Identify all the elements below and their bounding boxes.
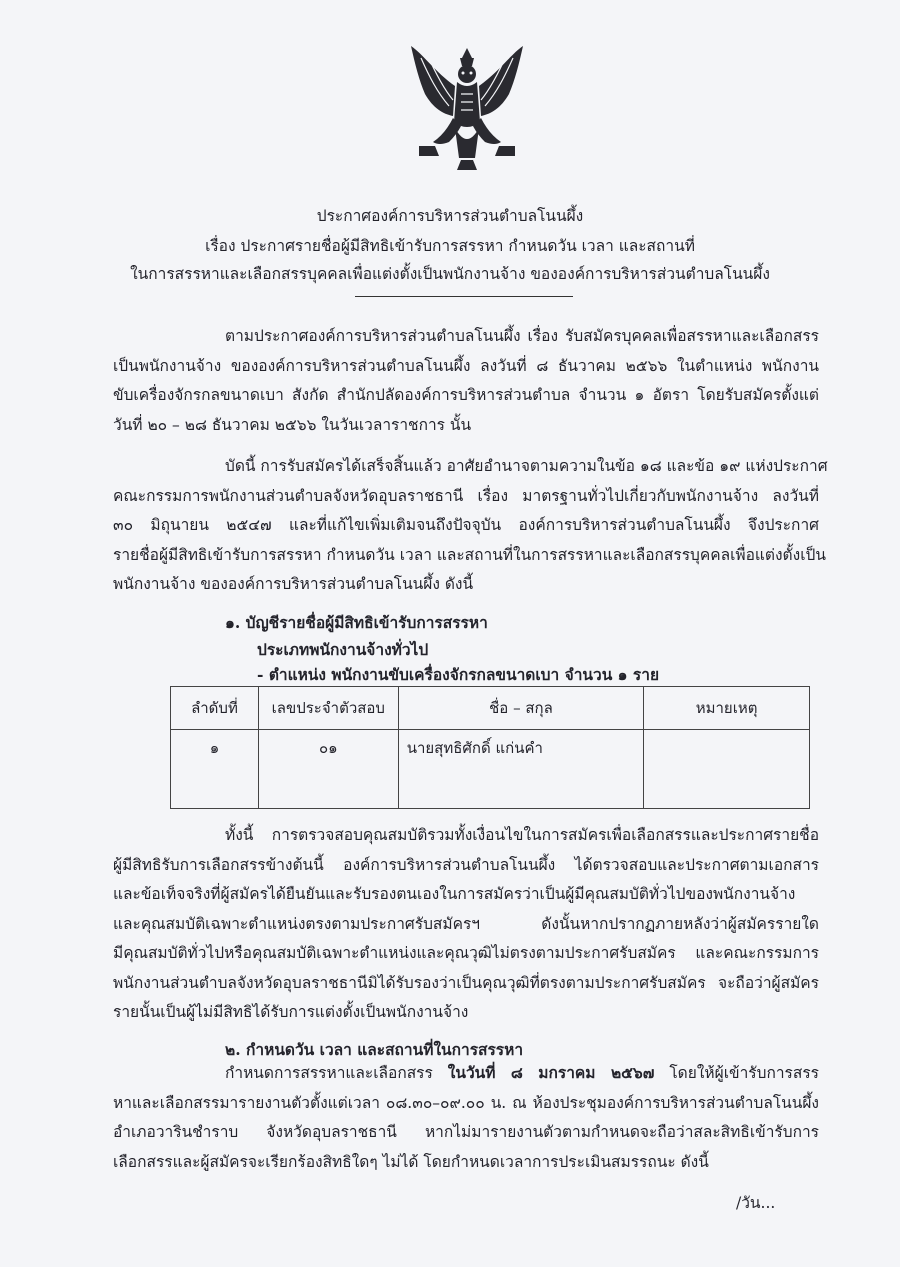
candidate-table (170, 686, 810, 809)
paragraph-line: และคุณสมบัติเฉพาะตำแหน่งตรงตามประกาศรับสมัครฯ ดังนั้นหากปรากฏภายหลังว่าผู้สมัครรายใด (113, 914, 819, 933)
employee-type: ประเภทพนักงานจ้างทั่วไป (257, 640, 429, 659)
paragraph-line: พนักงานส่วนตำบลจังหวัดอุบลราชธานีมิได้รับรองว่าเป็นคุณวุฒิที่ตรงตามประกาศรับสมัคร จะถือว่าผู้สมัคร (113, 973, 819, 992)
schedule-date: ในวันที่ ๘ มกราคม ๒๕๖๗ (447, 1063, 655, 1082)
paragraph-line (113, 1058, 819, 1089)
section-1-heading: ๑. บัญชีรายชื่อผู้มีสิทธิเข้ารับการสรรหา (225, 613, 488, 632)
paragraph-line: ผู้มีสิทธิรับการเลือกสรรข้างต้นนี้ องค์การบริหารส่วนตำบลโนนผึ้ง ได้ตรวจสอบและประกาศตามเอกสาร (113, 855, 819, 874)
cell-exam-id: ๐๑ (258, 730, 398, 809)
paragraph-line: อำเภอวารินชำราบ จังหวัดอุบลราชธานี หากไม่มารายงานตัวตามกำหนดจะถือว่าสละสิทธิเข้ารับการ (113, 1123, 819, 1141)
paragraph-3 (113, 821, 819, 1028)
column-header-order: ลำดับที่ (171, 687, 259, 730)
continued-marker: /วัน... (736, 1194, 776, 1212)
announcement-subject: เรื่อง ประกาศรายชื่อผู้มีสิทธิเข้ารับการสรรหา กำหนดวัน เวลา และสถานที่ (205, 237, 695, 255)
column-header-remark: หมายเหตุ (644, 687, 810, 730)
announcement-title: ประกาศองค์การบริหารส่วนตำบลโนนผึ้ง (316, 207, 584, 225)
paragraph-line: ขับเครื่องจักรกลขนาดเบา สังกัด สำนักปลัดองค์การบริหารส่วนตำบล จำนวน ๑ อัตรา โดยรับสมัครตั้งแต่ (113, 386, 819, 404)
schedule-intro: กำหนดการสรรหาและเลือกสรร (225, 1064, 448, 1082)
paragraph-line: บัดนี้ การรับสมัครได้เสร็จสิ้นแล้ว อาศัยอำนาจตามความในข้อ ๑๘ และข้อ ๑๙ แห่งประกาศ (225, 457, 828, 475)
paragraph-line: และข้อเท็จจริงที่ผู้สมัครได้ยืนยันและรับรองตนเองในการสมัครว่าเป็นผู้มีคุณสมบัติทั่วไปของพนักงานจ้าง (113, 885, 796, 903)
paragraph-line: วันที่ ๒๐ – ๒๘ ธันวาคม ๒๕๖๖ ในวันเวลาราชการ นั้น (113, 415, 472, 434)
garuda-emblem-icon (405, 42, 529, 174)
paragraph-line: พนักงานจ้าง ขององค์การบริหารส่วนตำบลโนนผึ้ง ดังนี้ (113, 575, 474, 593)
cell-order: ๑ (171, 730, 259, 809)
schedule-intro-tail: โดยให้ผู้เข้ารับการสรร (654, 1064, 819, 1082)
column-header-exam-id: เลขประจำตัวสอบ (258, 687, 398, 730)
paragraph-line: เป็นพนักงานจ้าง ขององค์การบริหารส่วนตำบลโนนผึ้ง ลงวันที่ ๘ ธันวาคม ๒๕๖๖ ในตำแหน่ง พนักงาน (113, 356, 819, 375)
position-line: - ตำแหน่ง พนักงานขับเครื่องจักรกลขนาดเบา จำนวน ๑ ราย (257, 665, 660, 684)
paragraph-line: ทั้งนี้ การตรวจสอบคุณสมบัติรวมทั้งเงื่อนไขในการสมัครเพื่อเลือกสรรและประกาศรายชื่อ (225, 826, 819, 844)
paragraph-line: หาและเลือกสรรมารายงานตัวตั้งแต่เวลา ๐๘.๓๐–๐๙.๐๐ น. ณ ห้องประชุมองค์การบริหารส่วนตำบลโนนผึ้ง (113, 1093, 819, 1112)
paragraph-line: รายชื่อผู้มีสิทธิเข้ารับการสรรหา กำหนดวัน เวลา และสถานที่ในการสรรหาและเลือกสรรบุคคลเพื่อแต่งตั้งเป็น (113, 545, 826, 564)
paragraph-line: มีคุณสมบัติทั่วไปหรือคุณสมบัติเฉพาะตำแหน่งและคุณวุฒิไม่ตรงตามประกาศรับสมัคร และคณะกรรมการ (113, 944, 819, 962)
announcement-subject-line2: ในการสรรหาและเลือกสรรบุคคลเพื่อแต่งตั้งเป็นพนักงานจ้าง ขององค์การบริหารส่วนตำบลโนนผึ้ง (130, 265, 770, 283)
paragraph-4 (113, 1058, 819, 1177)
cell-remark (644, 730, 810, 809)
paragraph-line: รายนั้นเป็นผู้ไม่มีสิทธิได้รับการแต่งตั้งเป็นพนักงานจ้าง (113, 1003, 469, 1021)
paragraph-line: คณะกรรมการพนักงานส่วนตำบลจังหวัดอุบลราชธานี เรื่อง มาตรฐานทั่วไปเกี่ยวกับพนักงานจ้าง ลงวันที่ (113, 486, 819, 505)
paragraph-line: เลือกสรรและผู้สมัครจะเรียกร้องสิทธิใดๆ ไม่ได้ โดยกำหนดเวลาการประเมินสมรรถนะ ดังนี้ (113, 1152, 709, 1171)
paragraph-2 (113, 452, 828, 600)
column-header-name: ชื่อ – สกุล (398, 687, 644, 730)
paragraph-line: ตามประกาศองค์การบริหารส่วนตำบลโนนผึ้ง เรื่อง รับสมัครบุคคลเพื่อสรรหาและเลือกสรร (225, 327, 819, 345)
table-header-row (171, 687, 810, 730)
section-2-heading: ๒. กำหนดวัน เวลา และสถานที่ในการสรรหา (225, 1040, 524, 1059)
cell-name: นายสุทธิศักดิ์ แก่นคำ (398, 730, 644, 809)
paragraph-1 (113, 322, 819, 440)
title-divider (355, 296, 573, 297)
paragraph-line: ๓๐ มิถุนายน ๒๕๔๗ และที่แก้ไขเพิ่มเติมจนถึงปัจจุบัน องค์การบริหารส่วนตำบลโนนผึ้ง จึงประกาศ (113, 516, 819, 534)
table-row (171, 730, 810, 809)
